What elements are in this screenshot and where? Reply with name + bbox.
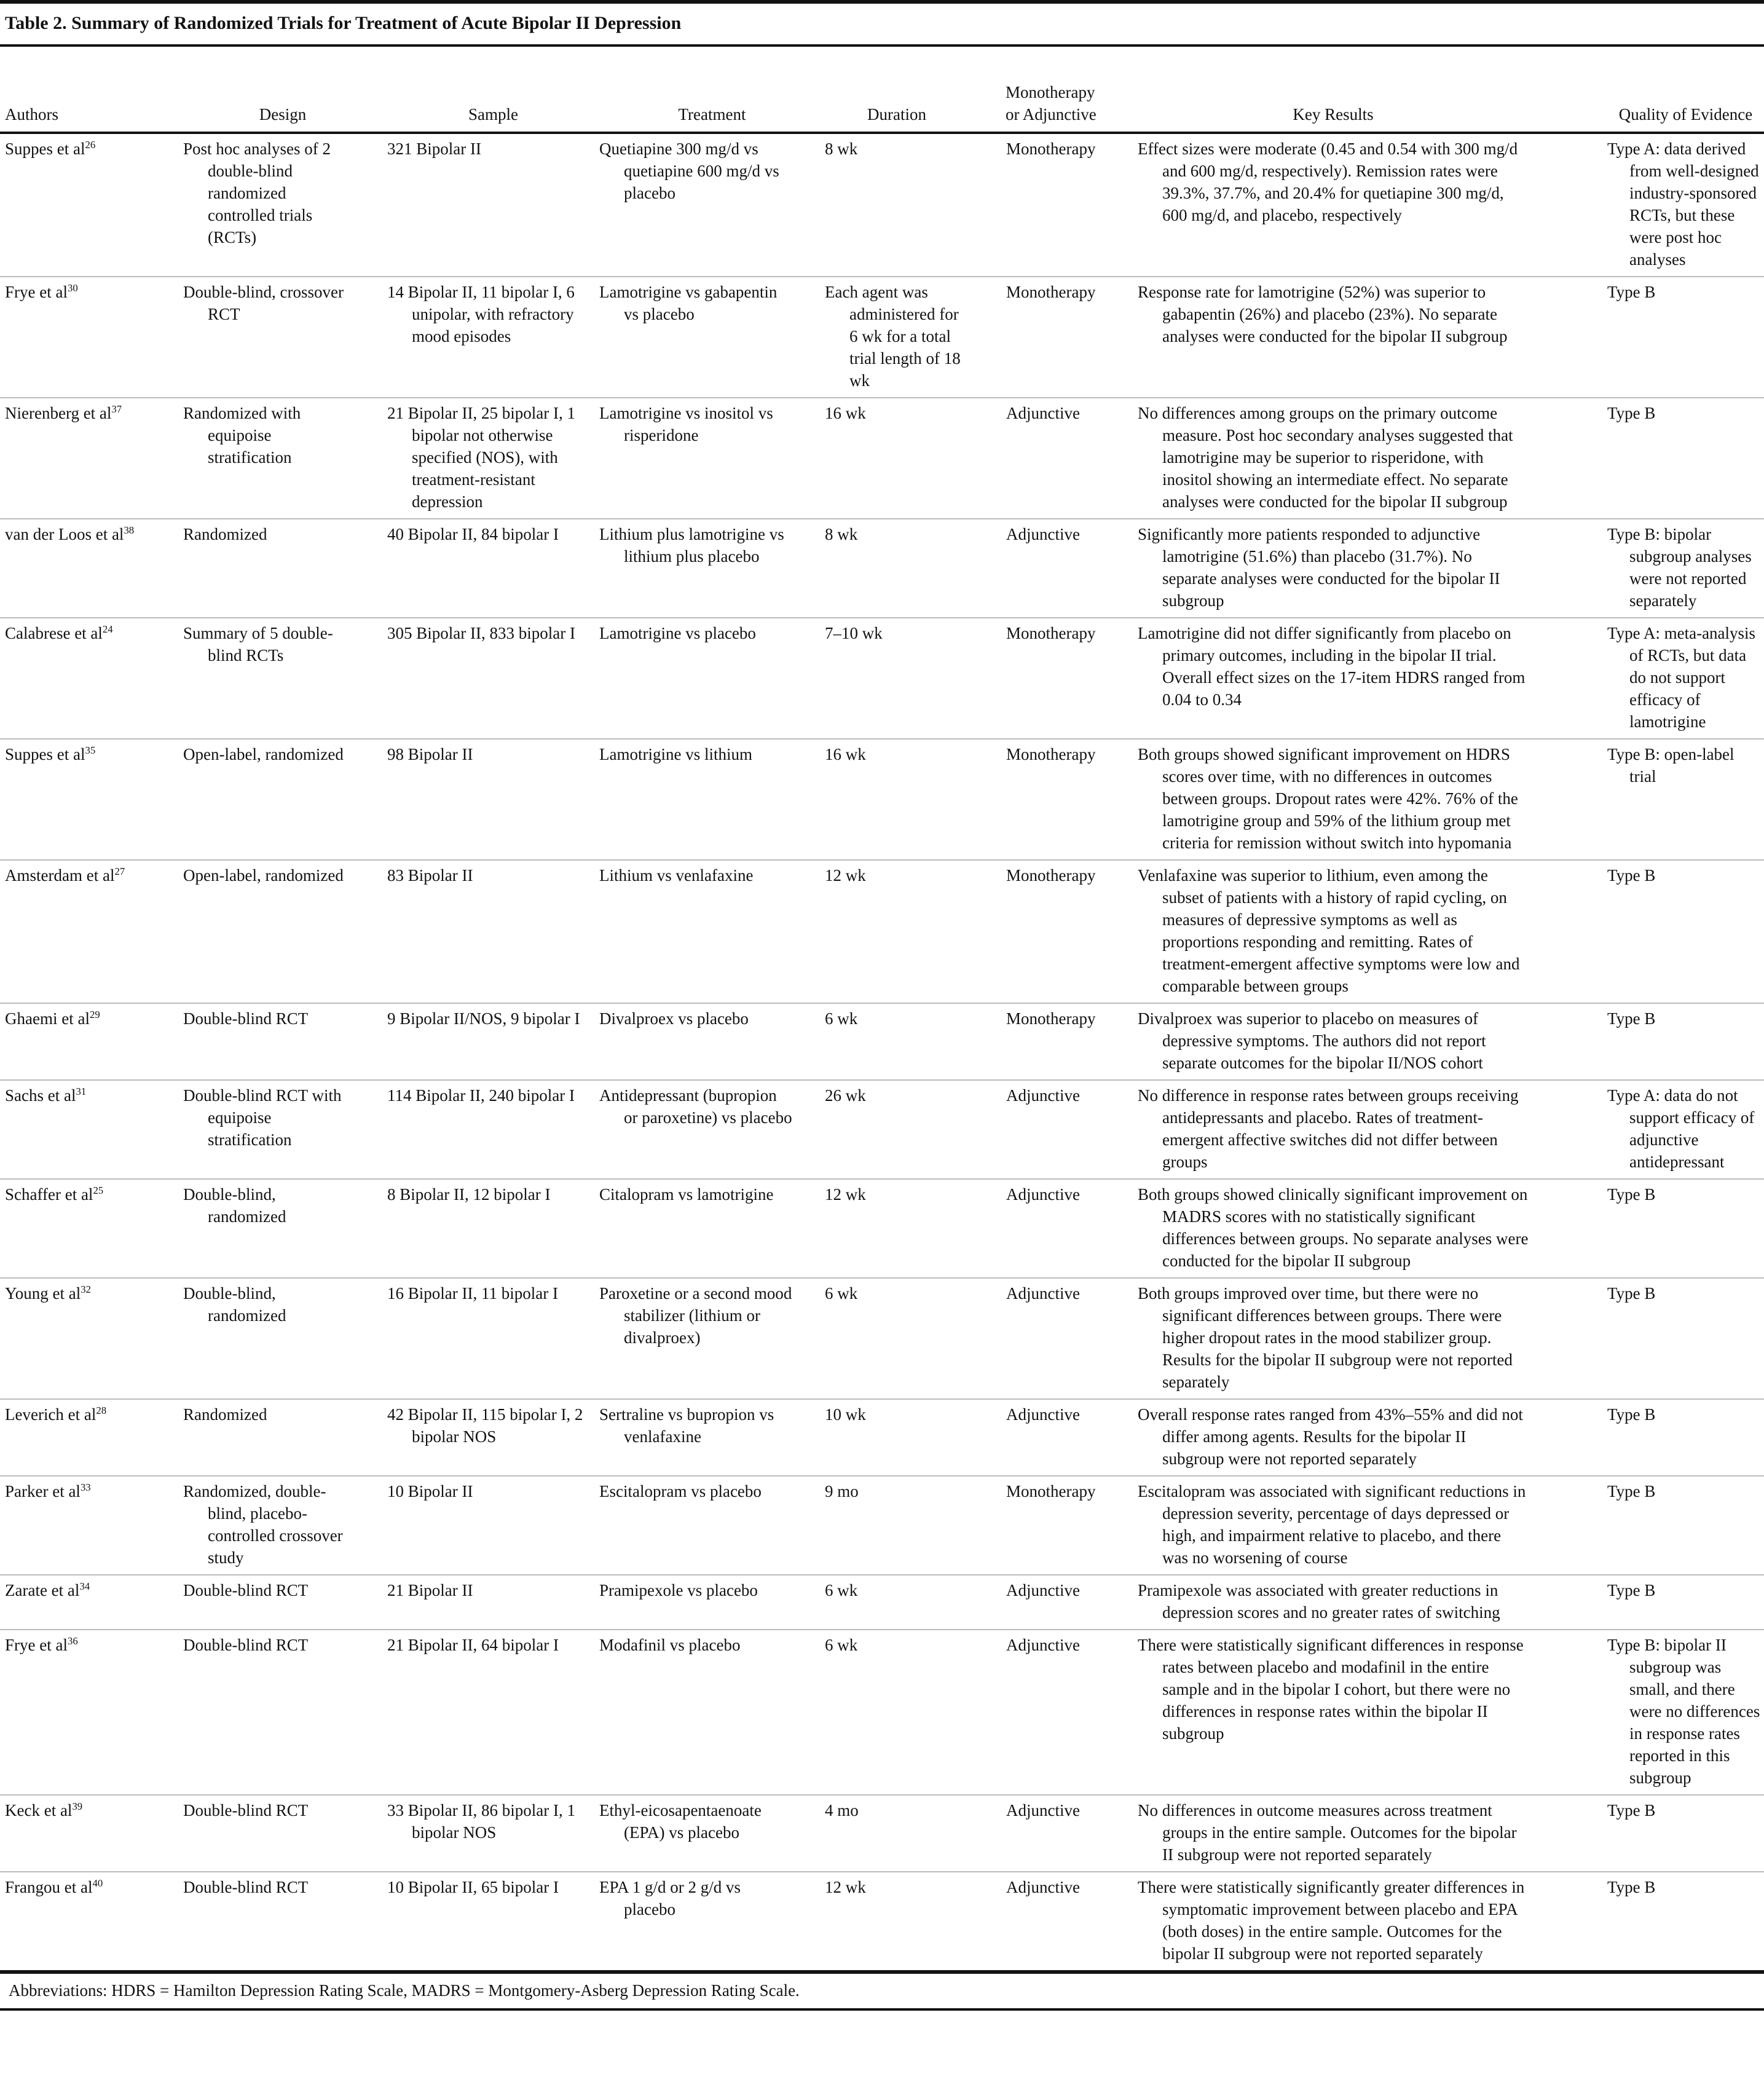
author-ref-superscript: 39 (72, 1800, 83, 1812)
author-cell (0, 1872, 178, 1970)
author-cell (0, 1179, 178, 1278)
sample-cell: 42 Bipolar II, 115 bipolar I, 2 bipolar NOS (387, 1405, 583, 1446)
duration-cell: 12 wk (825, 1878, 866, 1896)
duration-cell: 10 wk (825, 1405, 866, 1424)
therapy-cell: Monotherapy (1006, 624, 1096, 642)
author-name: Sachs et al (5, 1086, 76, 1105)
author-name: Frangou et al (5, 1878, 93, 1896)
quality-cell: Type B (1607, 866, 1656, 885)
quality-cell: Type B (1607, 1482, 1656, 1500)
author-cell (0, 1278, 178, 1399)
quality-cell: Type B (1607, 1405, 1656, 1424)
key-results-cell: Escitalopram was associated with significant reductions in depression severity, percentage of days depressed or high, and impairment relative to placebo, and there was no worsening of course (1138, 1482, 1526, 1567)
duration-cell: 12 wk (825, 1185, 866, 1204)
author-ref-superscript: 24 (102, 623, 113, 635)
sample-cell: 40 Bipolar II, 84 bipolar I (387, 525, 559, 543)
author-name: Suppes et al (5, 745, 85, 763)
key-results-cell: Venlafaxine was superior to lithium, even among the subset of patients with a history of rapid cycling, on measures of depressive symptoms as well as proportions responding and remitting. Rates of treatment-emergent affective symptoms were low and comparable between groups (1138, 866, 1520, 995)
key-results-cell: There were statistically significantly greater differences in symptomatic improvement between placebo and EPA (both doses) in the entire sample. Outcomes for the bipolar II subgroup were not reported separately (1138, 1878, 1525, 1963)
author-cell (0, 1476, 178, 1575)
duration-cell: 6 wk (825, 1636, 858, 1654)
design-cell: Randomized (183, 525, 267, 543)
therapy-cell: Monotherapy (1006, 745, 1096, 763)
design-cell: Randomized, double-blind, placebo-controlled crossover study (183, 1482, 343, 1567)
col-header-duration: Duration (825, 47, 1006, 133)
author-name: Frye et al (5, 283, 68, 301)
design-cell: Double-blind RCT (183, 1581, 309, 1599)
quality-cell: Type B (1607, 1581, 1656, 1599)
treatment-cell: Pramipexole vs placebo (599, 1581, 758, 1599)
sample-cell: 10 Bipolar II, 65 bipolar I (387, 1878, 559, 1896)
therapy-cell: Adjunctive (1006, 525, 1080, 543)
design-cell: Double-blind RCT (183, 1009, 309, 1028)
author-ref-superscript: 31 (76, 1086, 87, 1097)
col-header-sample: Sample (387, 47, 599, 133)
key-results-cell: Lamotrigine did not differ significantly from placebo on primary outcomes, including in the bipolar II trial. Overall effect sizes on the 17-item HDRS ranged from 0.04 to 0.34 (1138, 624, 1526, 709)
abbreviations-footnote: Abbreviations: HDRS = Hamilton Depression Rating Scale, MADRS = Montgomery-Asberg Depression Rating Scale. (0, 1970, 1764, 2011)
quality-cell: Type B (1607, 283, 1656, 301)
quality-cell: Type B: bipolar II subgroup was small, and there were no differences in response rates reported in this subgroup (1607, 1636, 1760, 1787)
key-results-cell: Both groups showed clinically significant improvement on MADRS scores with no statistically significant differences between groups. No separate analyses were conducted for the bipolar II subgroup (1138, 1185, 1529, 1270)
table-row (0, 1278, 1764, 1399)
design-cell: Open-label, randomized (183, 745, 344, 763)
author-ref-superscript: 28 (96, 1405, 107, 1416)
duration-cell: 6 wk (825, 1581, 858, 1599)
therapy-cell: Monotherapy (1006, 283, 1096, 301)
quality-cell: Type A: data derived from well-designed industry-sponsored RCTs, but these were post hoc analyses (1607, 140, 1759, 269)
treatment-cell: Antidepressant (bupropion or paroxetine) vs placebo (599, 1086, 792, 1127)
duration-cell: 6 wk (825, 1284, 858, 1303)
author-name: Amsterdam et al (5, 866, 115, 885)
duration-cell: 12 wk (825, 866, 866, 885)
author-ref-superscript: 33 (80, 1481, 91, 1493)
table-row (0, 1872, 1764, 1970)
table-body (0, 133, 1764, 1970)
table-row (0, 277, 1764, 398)
sample-cell: 83 Bipolar II (387, 866, 473, 885)
author-ref-superscript: 32 (81, 1284, 92, 1295)
therapy-cell: Adjunctive (1006, 1284, 1080, 1303)
author-ref-superscript: 29 (89, 1009, 100, 1020)
quality-cell: Type B (1607, 404, 1656, 422)
author-name: Keck et al (5, 1801, 73, 1820)
sample-cell: 305 Bipolar II, 833 bipolar I (387, 624, 575, 642)
author-ref-superscript: 37 (111, 403, 122, 415)
table-row (0, 1399, 1764, 1476)
sample-cell: 14 Bipolar II, 11 bipolar I, 6 unipolar, with refractory mood episodes (387, 283, 575, 345)
sample-cell: 8 Bipolar II, 12 bipolar I (387, 1185, 551, 1204)
author-ref-superscript: 38 (124, 524, 135, 536)
key-results-cell: No differences among groups on the primary outcome measure. Post hoc secondary analyses suggested that lamotrigine may be superior to risperidone, with inositol showing an intermediate effect. No separate analyses were conducted for the bipolar II subgroup (1138, 404, 1513, 511)
sample-cell: 21 Bipolar II, 64 bipolar I (387, 1636, 559, 1654)
quality-cell: Type A: meta-analysis of RCTs, but data do not support efficacy of lamotrigine (1607, 624, 1756, 731)
quality-cell: Type B (1607, 1009, 1656, 1028)
key-results-cell: There were statistically significant differences in response rates between placebo and modafinil in the entire sample and in the bipolar I cohort, but there were no differences in response rates within the bipolar II subgroup (1138, 1636, 1524, 1743)
author-name: Frye et al (5, 1636, 68, 1654)
table-row (0, 398, 1764, 519)
therapy-cell: Monotherapy (1006, 866, 1096, 885)
author-name: Zarate et al (5, 1581, 80, 1599)
key-results-cell: Overall response rates ranged from 43%–55% and did not differ among agents. Results for the bipolar II subgroup were not reported separately (1138, 1405, 1523, 1468)
author-cell (0, 133, 178, 277)
treatment-cell: Lamotrigine vs gabapentin vs placebo (599, 283, 778, 323)
treatment-cell: Lamotrigine vs placebo (599, 624, 756, 642)
key-results-cell: Significantly more patients responded to adjunctive lamotrigine (51.6%) than placebo (31.7%). No separate analyses were conducted for the bipolar II subgroup (1138, 525, 1500, 610)
treatment-cell: EPA 1 g/d or 2 g/d vs placebo (599, 1878, 741, 1918)
author-ref-superscript: 40 (92, 1877, 103, 1889)
author-name: Parker et al (5, 1482, 81, 1500)
table-row (0, 1080, 1764, 1179)
duration-cell: 6 wk (825, 1009, 858, 1028)
duration-cell: 4 mo (825, 1801, 859, 1820)
author-name: van der Loos et al (5, 525, 124, 543)
author-ref-superscript: 34 (79, 1580, 90, 1592)
col-header-treatment: Treatment (599, 47, 825, 133)
treatment-cell: Divalproex vs placebo (599, 1009, 749, 1028)
treatment-cell: Paroxetine or a second mood stabilizer (lithium or divalproex) (599, 1284, 792, 1347)
author-name: Ghaemi et al (5, 1009, 90, 1028)
author-cell (0, 519, 178, 618)
author-cell (0, 1630, 178, 1795)
table-header (0, 47, 1764, 133)
therapy-cell: Monotherapy (1006, 140, 1096, 158)
table-row (0, 739, 1764, 860)
duration-cell: 16 wk (825, 404, 866, 422)
author-name: Leverich et al (5, 1405, 96, 1424)
design-cell: Double-blind RCT (183, 1636, 309, 1654)
author-name: Schaffer et al (5, 1185, 93, 1204)
author-name: Nierenberg et al (5, 404, 112, 422)
table-title: Table 2. Summary of Randomized Trials for Treatment of Acute Bipolar II Depression (5, 13, 682, 33)
design-cell: Double-blind RCT with equipoise stratification (183, 1086, 342, 1149)
sample-cell: 114 Bipolar II, 240 bipolar I (387, 1086, 575, 1105)
author-ref-superscript: 30 (67, 282, 78, 294)
duration-cell: 8 wk (825, 525, 858, 543)
author-cell (0, 1003, 178, 1080)
table-row (0, 519, 1764, 618)
author-name: Suppes et al (5, 140, 85, 158)
key-results-cell: No differences in outcome measures across treatment groups in the entire sample. Outcomes for the bipolar II subgroup were not reported separately (1138, 1801, 1517, 1864)
quality-cell: Type B (1607, 1801, 1656, 1820)
summary-table (0, 47, 1764, 1970)
treatment-cell: Modafinil vs placebo (599, 1636, 741, 1654)
header-row (0, 47, 1764, 133)
key-results-cell: No difference in response rates between groups receiving antidepressants and placebo. Rates of treatment-emergent affective switches did not differ between groups (1138, 1086, 1519, 1171)
table-row (0, 1179, 1764, 1278)
design-cell: Open-label, randomized (183, 866, 344, 885)
table-row (0, 1476, 1764, 1575)
design-cell: Double-blind RCT (183, 1878, 309, 1896)
col-header-design: Design (178, 47, 387, 133)
col-header-quality: Quality of Evidence (1607, 47, 1764, 133)
sample-cell: 16 Bipolar II, 11 bipolar I (387, 1284, 558, 1303)
quality-cell: Type B: open-label trial (1607, 745, 1734, 786)
author-cell (0, 1575, 178, 1630)
design-cell: Summary of 5 double-blind RCTs (183, 624, 333, 664)
treatment-cell: Citalopram vs lamotrigine (599, 1185, 774, 1204)
author-cell (0, 1080, 178, 1179)
author-name: Calabrese et al (5, 624, 103, 642)
sample-cell: 21 Bipolar II, 25 bipolar I, 1 bipolar not otherwise specified (NOS), with treatment-resistant depression (387, 404, 575, 511)
quality-cell: Type B: bipolar subgroup analyses were not reported separately (1607, 525, 1752, 610)
author-ref-superscript: 25 (93, 1185, 104, 1196)
duration-cell: 26 wk (825, 1086, 866, 1105)
treatment-cell: Lithium vs venlafaxine (599, 866, 754, 885)
treatment-cell: Quetiapine 300 mg/d vs quetiapine 600 mg/d vs placebo (599, 140, 779, 202)
therapy-cell: Monotherapy (1006, 1482, 1096, 1500)
duration-cell: Each agent was administered for 6 wk for a total trial length of 18 wk (825, 283, 961, 390)
treatment-cell: Escitalopram vs placebo (599, 1482, 762, 1500)
author-ref-superscript: 27 (114, 866, 125, 877)
treatment-cell: Sertraline vs bupropion vs venlafaxine (599, 1405, 774, 1446)
table-row (0, 1630, 1764, 1795)
quality-cell: Type A: data do not support efficacy of adjunctive antidepressant (1607, 1086, 1755, 1171)
table-row (0, 1575, 1764, 1630)
col-header-therapy: Monotherapy or Adjunctive (1006, 47, 1138, 133)
therapy-cell: Adjunctive (1006, 1581, 1080, 1599)
table-row (0, 1795, 1764, 1872)
col-header-key-results: Key Results (1138, 47, 1607, 133)
table-row (0, 860, 1764, 1003)
duration-cell: 7–10 wk (825, 624, 883, 642)
sample-cell: 321 Bipolar II (387, 140, 481, 158)
treatment-cell: Ethyl-eicosapentaenoate (EPA) vs placebo (599, 1801, 762, 1842)
author-cell (0, 1795, 178, 1872)
therapy-cell: Adjunctive (1006, 1405, 1080, 1424)
table-row (0, 618, 1764, 739)
col-header-authors: Authors (0, 47, 178, 133)
author-ref-superscript: 26 (85, 139, 96, 151)
key-results-cell: Both groups showed significant improvement on HDRS scores over time, with no differences in outcomes between groups. Dropout rates were 42%. 76% of the lamotrigine group and 59% of the lithium group met criteria for remission without switch into hypomania (1138, 745, 1518, 852)
design-cell: Double-blind, randomized (183, 1284, 286, 1325)
author-name: Young et al (5, 1284, 81, 1303)
sample-cell: 10 Bipolar II (387, 1482, 473, 1500)
duration-cell: 8 wk (825, 140, 858, 158)
sample-cell: 98 Bipolar II (387, 745, 473, 763)
table-row (0, 133, 1764, 277)
therapy-cell: Monotherapy (1006, 1009, 1096, 1028)
author-cell (0, 860, 178, 1003)
therapy-cell: Adjunctive (1006, 1801, 1080, 1820)
key-results-cell: Divalproex was superior to placebo on measures of depressive symptoms. The authors did not report separate outcomes for the bipolar II/NOS cohort (1138, 1009, 1486, 1072)
duration-cell: 16 wk (825, 745, 866, 763)
author-ref-superscript: 36 (67, 1635, 78, 1647)
therapy-cell: Adjunctive (1006, 1878, 1080, 1896)
treatment-cell: Lamotrigine vs inositol vs risperidone (599, 404, 773, 444)
sample-cell: 9 Bipolar II/NOS, 9 bipolar I (387, 1009, 580, 1028)
treatment-cell: Lamotrigine vs lithium (599, 745, 752, 763)
table-row (0, 1003, 1764, 1080)
author-ref-superscript: 35 (85, 744, 96, 756)
quality-cell: Type B (1607, 1878, 1656, 1896)
key-results-cell: Response rate for lamotrigine (52%) was superior to gabapentin (26%) and placebo (23%). No separate analyses were conducted for the bipolar II subgroup (1138, 283, 1508, 345)
therapy-cell: Adjunctive (1006, 404, 1080, 422)
author-cell (0, 1399, 178, 1476)
treatment-cell: Lithium plus lamotrigine vs lithium plus placebo (599, 525, 784, 566)
design-cell: Randomized (183, 1405, 267, 1424)
key-results-cell: Effect sizes were moderate (0.45 and 0.54 with 300 mg/d and 600 mg/d, respectively). Remission rates were 39.3%, 37.7%, and 20.4% for quetiapine 300 mg/d, 600 mg/d, and placebo, respectively (1138, 140, 1518, 224)
therapy-cell: Adjunctive (1006, 1086, 1080, 1105)
author-cell (0, 618, 178, 739)
sample-cell: 21 Bipolar II (387, 1581, 473, 1599)
author-cell (0, 277, 178, 398)
design-cell: Double-blind, randomized (183, 1185, 286, 1226)
therapy-cell: Adjunctive (1006, 1185, 1080, 1204)
author-cell (0, 739, 178, 860)
key-results-cell: Pramipexole was associated with greater reductions in depression scores and no greater rates of switching (1138, 1581, 1500, 1622)
key-results-cell: Both groups improved over time, but there were no significant differences between groups. There were higher dropout rates in the mood stabilizer group. Results for the bipolar II subgroup were not reported separately (1138, 1284, 1513, 1391)
quality-cell: Type B (1607, 1185, 1656, 1204)
sample-cell: 33 Bipolar II, 86 bipolar I, 1 bipolar NOS (387, 1801, 575, 1842)
design-cell: Double-blind RCT (183, 1801, 309, 1820)
quality-cell: Type B (1607, 1284, 1656, 1303)
therapy-cell: Adjunctive (1006, 1636, 1080, 1654)
design-cell: Double-blind, crossover RCT (183, 283, 344, 323)
design-cell: Post hoc analyses of 2 double-blind randomized controlled trials (RCTs) (183, 140, 331, 246)
author-cell (0, 398, 178, 519)
duration-cell: 9 mo (825, 1482, 859, 1500)
design-cell: Randomized with equipoise stratification (183, 404, 301, 467)
